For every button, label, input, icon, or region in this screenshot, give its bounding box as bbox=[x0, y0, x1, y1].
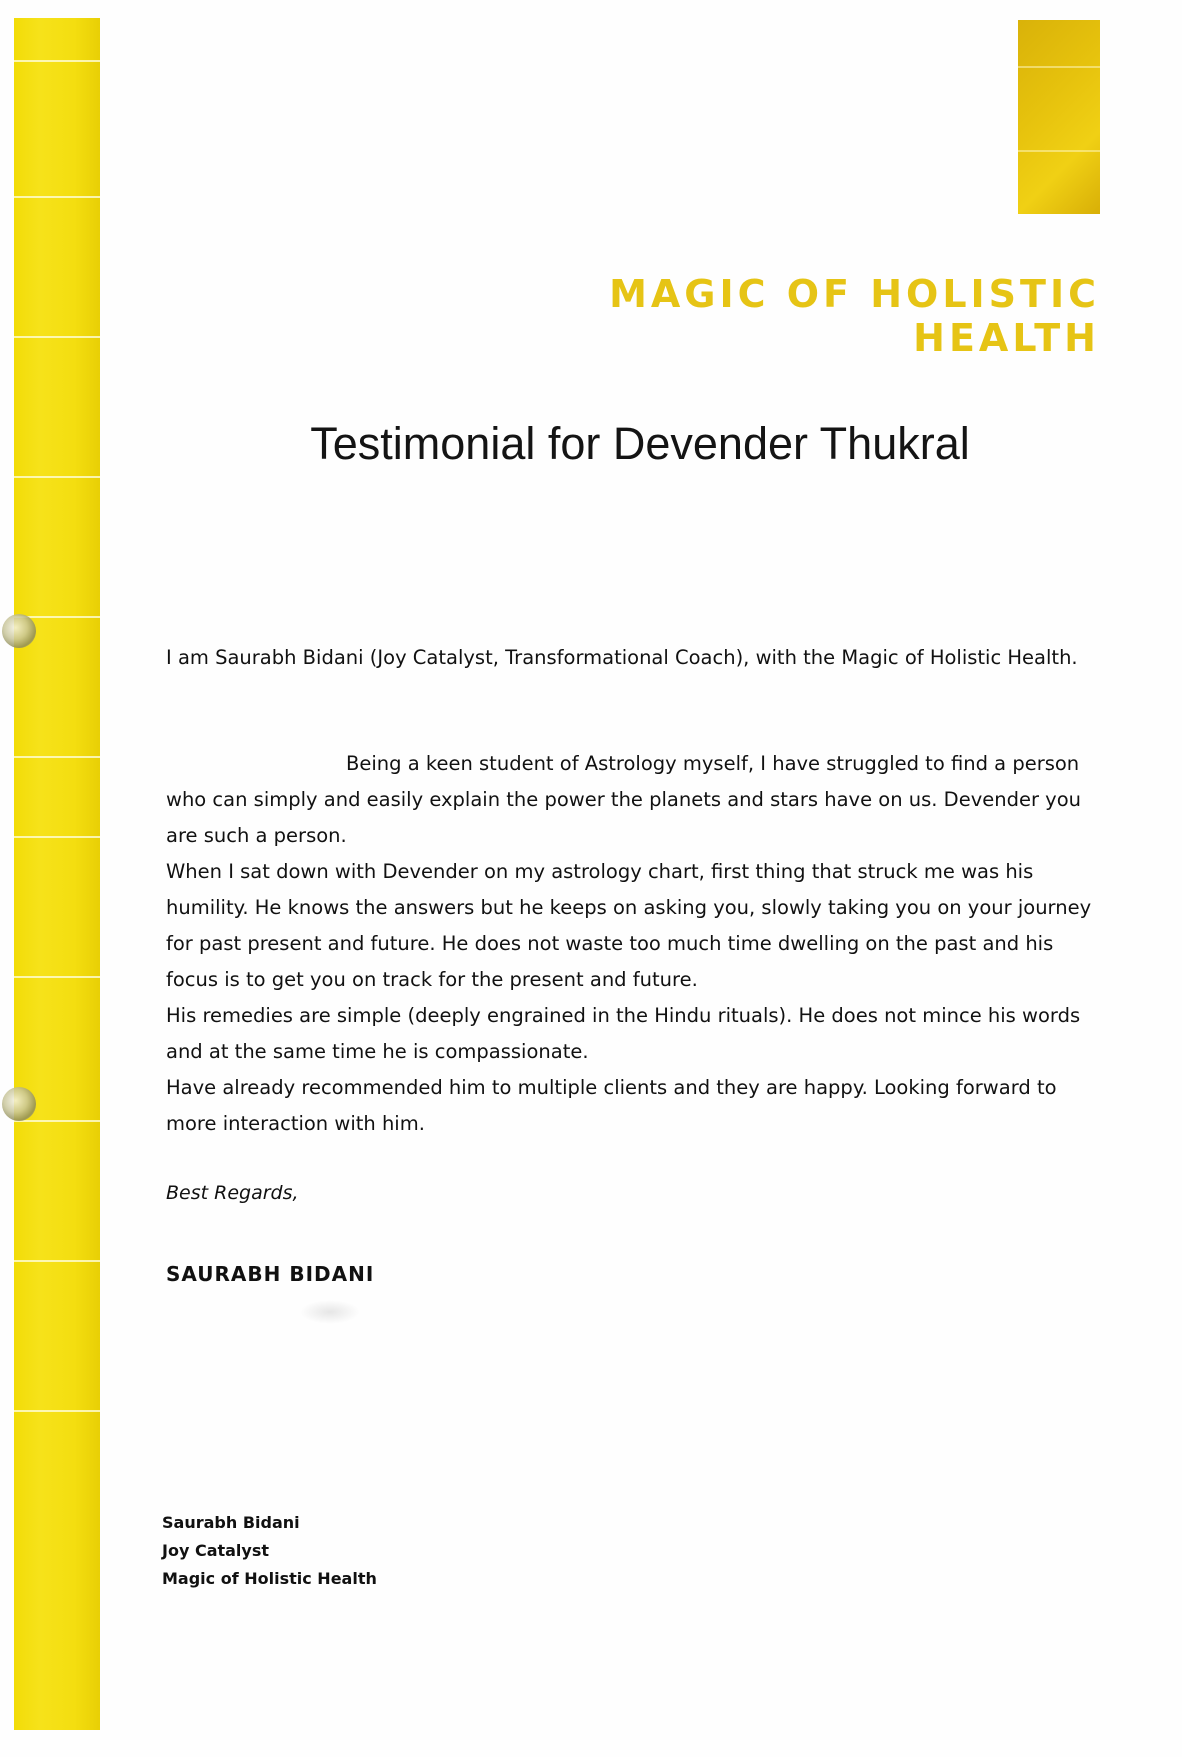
testimonial-body bbox=[166, 746, 1096, 1142]
footer-signature-block bbox=[162, 1509, 377, 1593]
paragraph-1 bbox=[166, 746, 1096, 854]
document-title: Testimonial for Devender Thukral bbox=[310, 418, 970, 469]
paragraph-1-text: Being a keen student of Astrology myself, I have struggled to find a person who can simply and easily explain the power the planets and stars have on us. Devender you are such a person. bbox=[166, 752, 1082, 847]
paragraph-2: When I sat down with Devender on my astrology chart, first thing that struck me was his humility. He knows the answers but he keeps on asking you, slowly taking you on your journey for past present and future. He does not waste too much time dwelling on the past and his focus is to get you on track for the present and future. bbox=[166, 860, 1092, 991]
paragraph-3: His remedies are simple (deeply engrained in the Hindu rituals). He does not mince his words and at the same time he is compassionate. bbox=[166, 1004, 1081, 1063]
punch-hole-top bbox=[2, 614, 36, 648]
punch-hole-bottom bbox=[2, 1087, 36, 1121]
intro-paragraph: I am Saurabh Bidani (Joy Catalyst, Transformational Coach), with the Magic of Holistic Health. bbox=[166, 646, 1078, 669]
corner-decorative-block bbox=[1018, 20, 1100, 214]
brand-heading: MAGIC OF HOLISTIC HEALTH bbox=[609, 272, 1100, 360]
scan-smudge bbox=[300, 1300, 360, 1324]
closing-line: Best Regards, bbox=[166, 1182, 299, 1204]
footer-name: Saurabh Bidani bbox=[162, 1513, 300, 1532]
left-decorative-strip bbox=[14, 18, 100, 1730]
footer-role: Joy Catalyst bbox=[162, 1541, 270, 1560]
paragraph-4: Have already recommended him to multiple clients and they are happy. Looking forward to more interaction with him. bbox=[166, 1076, 1057, 1135]
footer-organization: Magic of Holistic Health bbox=[162, 1569, 377, 1588]
signatory-name: SAURABH BIDANI bbox=[166, 1262, 375, 1286]
